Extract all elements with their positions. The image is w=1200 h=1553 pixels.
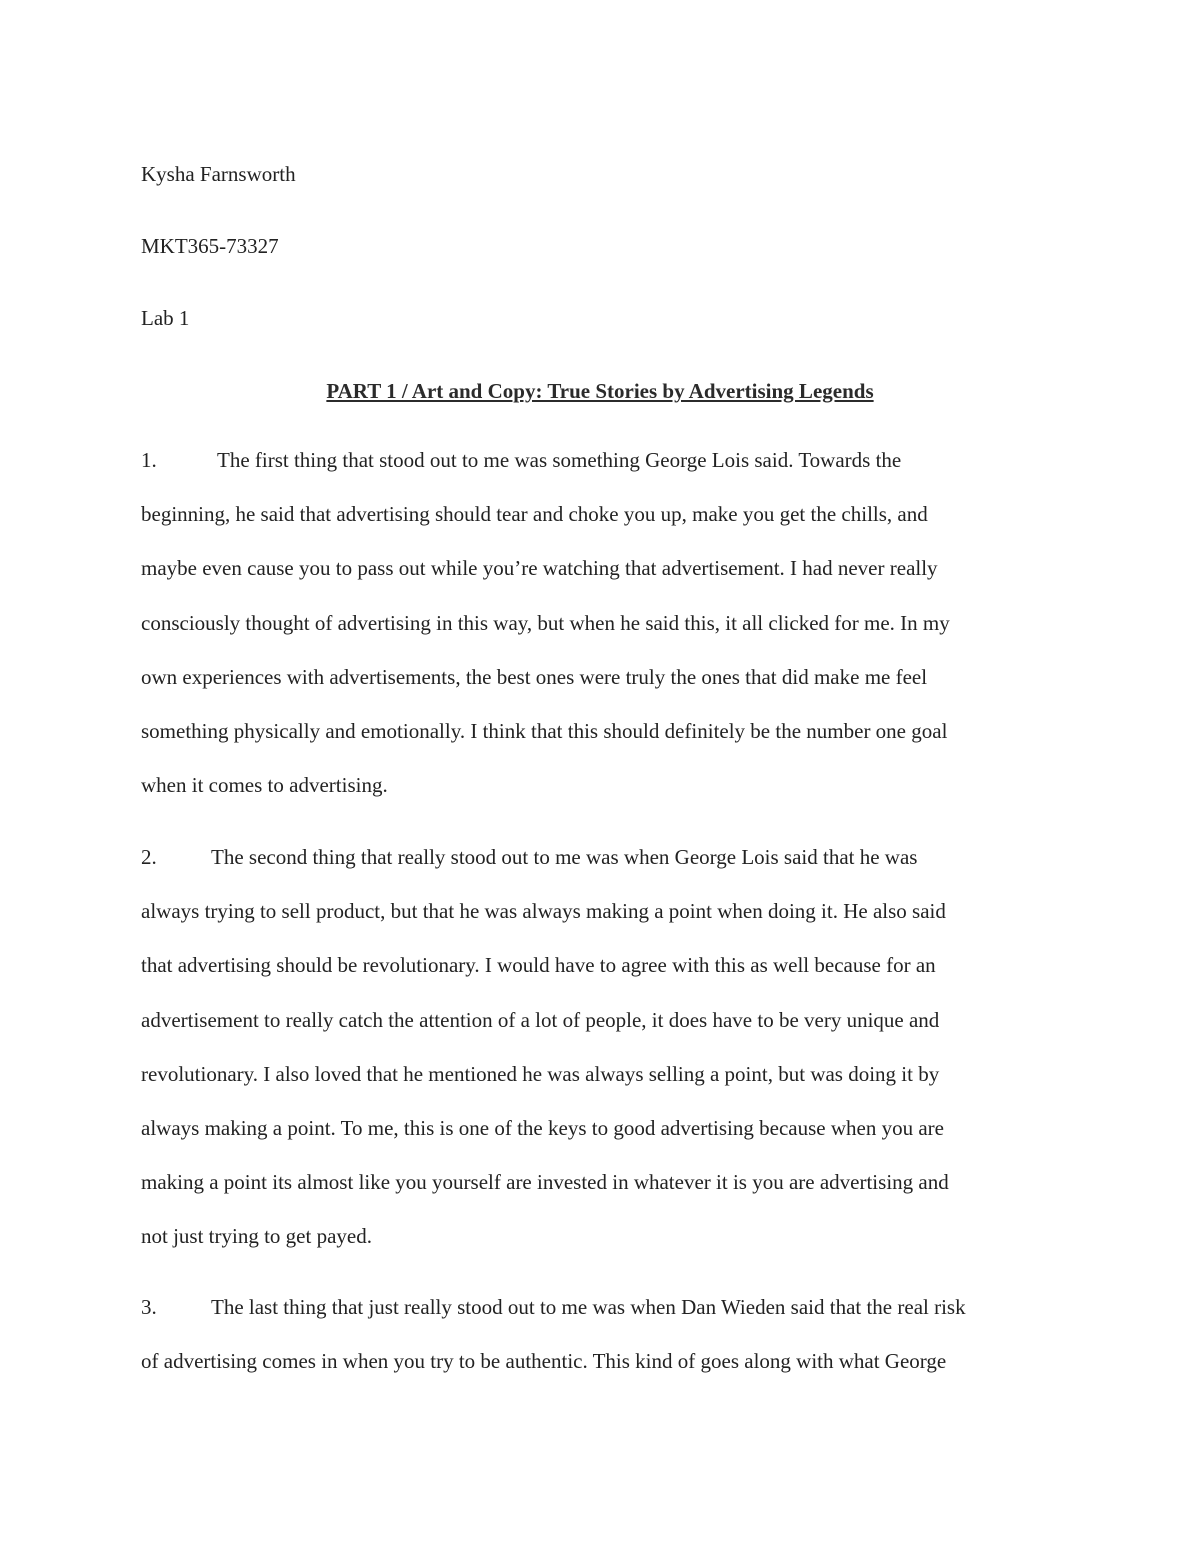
paragraph-line: own experiences with advertisements, the best ones were truly the ones that did make me feel — [141, 664, 928, 689]
paragraph-line: of advertising comes in when you try to be authentic. This kind of goes along with what George — [141, 1349, 947, 1374]
list-item-3 — [141, 1280, 1061, 1388]
item-number: 1. — [141, 448, 157, 472]
list-item-2 — [141, 830, 1061, 1264]
item-number: 2. — [141, 845, 157, 869]
paragraph-line: advertisement to really catch the attention of a lot of people, it does have to be very unique and — [141, 1007, 940, 1032]
paragraph-line: when it comes to advertising. — [141, 773, 388, 798]
paragraph-line: 3. The last thing that just really stood out to me was when Dan Wieden said that the real risk — [141, 1280, 1061, 1334]
paragraph-line: always trying to sell product, but that he was always making a point when doing it. He also said — [141, 899, 946, 924]
paragraph-line: making a point its almost like you yourself are invested in whatever it is you are advertising and — [141, 1170, 949, 1195]
document-title: PART 1 / Art and Copy: True Stories by Advertising Legends — [326, 379, 874, 403]
list-item-1 — [141, 433, 1061, 812]
paragraph-line: consciously thought of advertising in this way, but when he said this, it all clicked for me. In my — [141, 610, 950, 635]
paragraph-line: always making a point. To me, this is one of the keys to good advertising because when you are — [141, 1115, 944, 1140]
author-name: Kysha Farnsworth — [141, 162, 296, 186]
paragraph-line: revolutionary. I also loved that he mentioned he was always selling a point, but was doing it by — [141, 1061, 940, 1086]
course-code: MKT365-73327 — [141, 234, 279, 258]
paragraph-line: 1. The first thing that stood out to me was something George Lois said. Towards the — [141, 433, 1061, 487]
paragraph-line: beginning, he said that advertising should tear and choke you up, make you get the chills, and — [141, 502, 928, 527]
item-number: 3. — [141, 1295, 157, 1319]
paragraph-line: 2. The second thing that really stood out to me was when George Lois said that he was — [141, 830, 1061, 884]
paragraph-line: something physically and emotionally. I think that this should definitely be the number one goal — [141, 718, 948, 743]
paragraph-line: that advertising should be revolutionary. I would have to agree with this as well because for an — [141, 953, 936, 978]
paragraph-line: maybe even cause you to pass out while you’re watching that advertisement. I had never really — [141, 556, 938, 581]
paragraph-line: not just trying to get payed. — [141, 1224, 372, 1249]
assignment-label: Lab 1 — [141, 306, 190, 330]
